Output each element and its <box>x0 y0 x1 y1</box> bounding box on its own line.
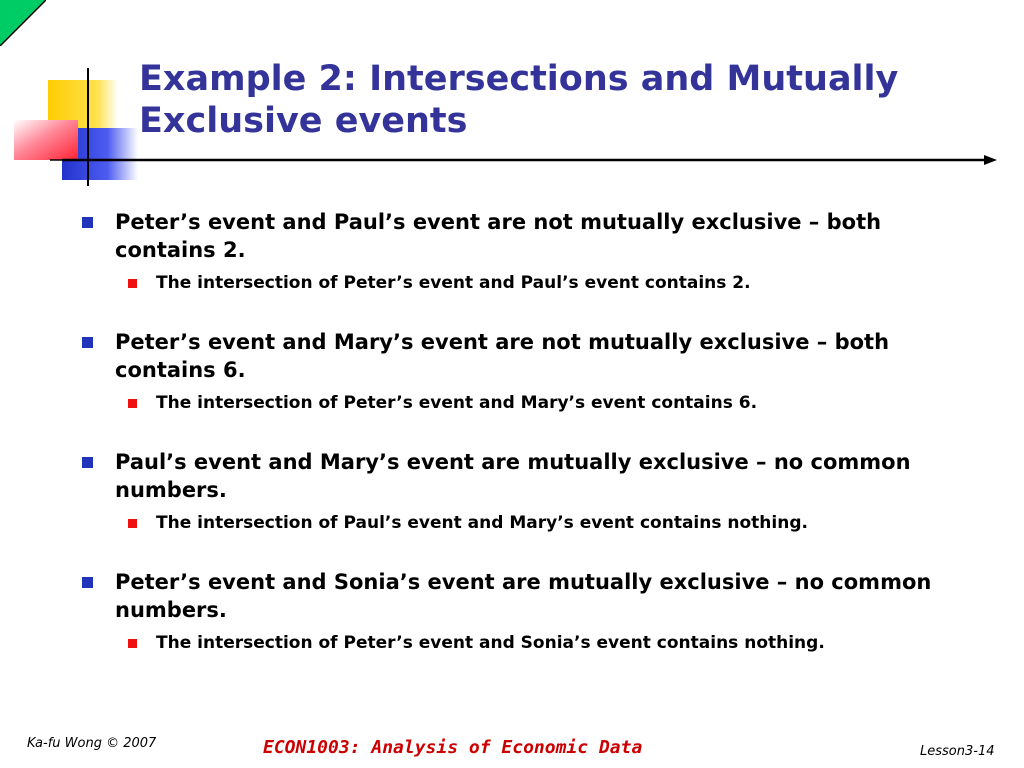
sub-bullet-label: The intersection of Peter’s event and Sonia’s event contains nothing. <box>156 633 825 653</box>
list-item <box>82 328 982 414</box>
square-bullet-icon <box>82 217 93 228</box>
square-bullet-icon <box>82 457 93 468</box>
square-bullet-icon <box>128 639 137 648</box>
sub-bullet-text <box>128 512 982 534</box>
bullet-text <box>82 568 982 624</box>
bullet-label: Peter’s event and Sonia’s event are mutually exclusive – no common numbers. <box>115 570 932 622</box>
title-rule-arrow <box>62 150 997 170</box>
square-bullet-icon <box>128 279 137 288</box>
bullet-list <box>82 208 982 688</box>
bullet-text <box>82 328 982 384</box>
square-bullet-icon <box>128 519 137 528</box>
square-bullet-icon <box>82 577 93 588</box>
sub-bullet-text <box>128 392 982 414</box>
bullet-text <box>82 208 982 264</box>
footer-page-number: Lesson3-14 <box>920 744 995 759</box>
list-item <box>82 568 982 654</box>
bullet-label: Peter’s event and Paul’s event are not mutually exclusive – both contains 2. <box>115 210 882 262</box>
list-item <box>82 208 982 294</box>
sub-bullet-text <box>128 272 982 294</box>
bullet-label: Paul’s event and Mary’s event are mutually exclusive – no common numbers. <box>115 450 911 502</box>
footer-course: ECON1003: Analysis of Economic Data <box>263 737 643 758</box>
list-item <box>82 448 982 534</box>
bullet-label: Peter’s event and Mary’s event are not mutually exclusive – both contains 6. <box>115 330 890 382</box>
bullet-text <box>82 448 982 504</box>
sub-bullet-label: The intersection of Peter’s event and Paul’s event contains 2. <box>156 273 751 293</box>
square-bullet-icon <box>82 337 93 348</box>
sub-bullet-label: The intersection of Peter’s event and Mary’s event contains 6. <box>156 393 758 413</box>
page-title: Example 2: Intersections and Mutually Exclusive events <box>139 59 899 141</box>
sub-bullet-label: The intersection of Paul’s event and Mary’s event contains nothing. <box>156 513 808 533</box>
footer-author: Ka-fu Wong © 2007 <box>27 736 157 751</box>
sub-bullet-text <box>128 632 982 654</box>
decorative-squares <box>0 0 160 200</box>
square-bullet-icon <box>128 399 137 408</box>
